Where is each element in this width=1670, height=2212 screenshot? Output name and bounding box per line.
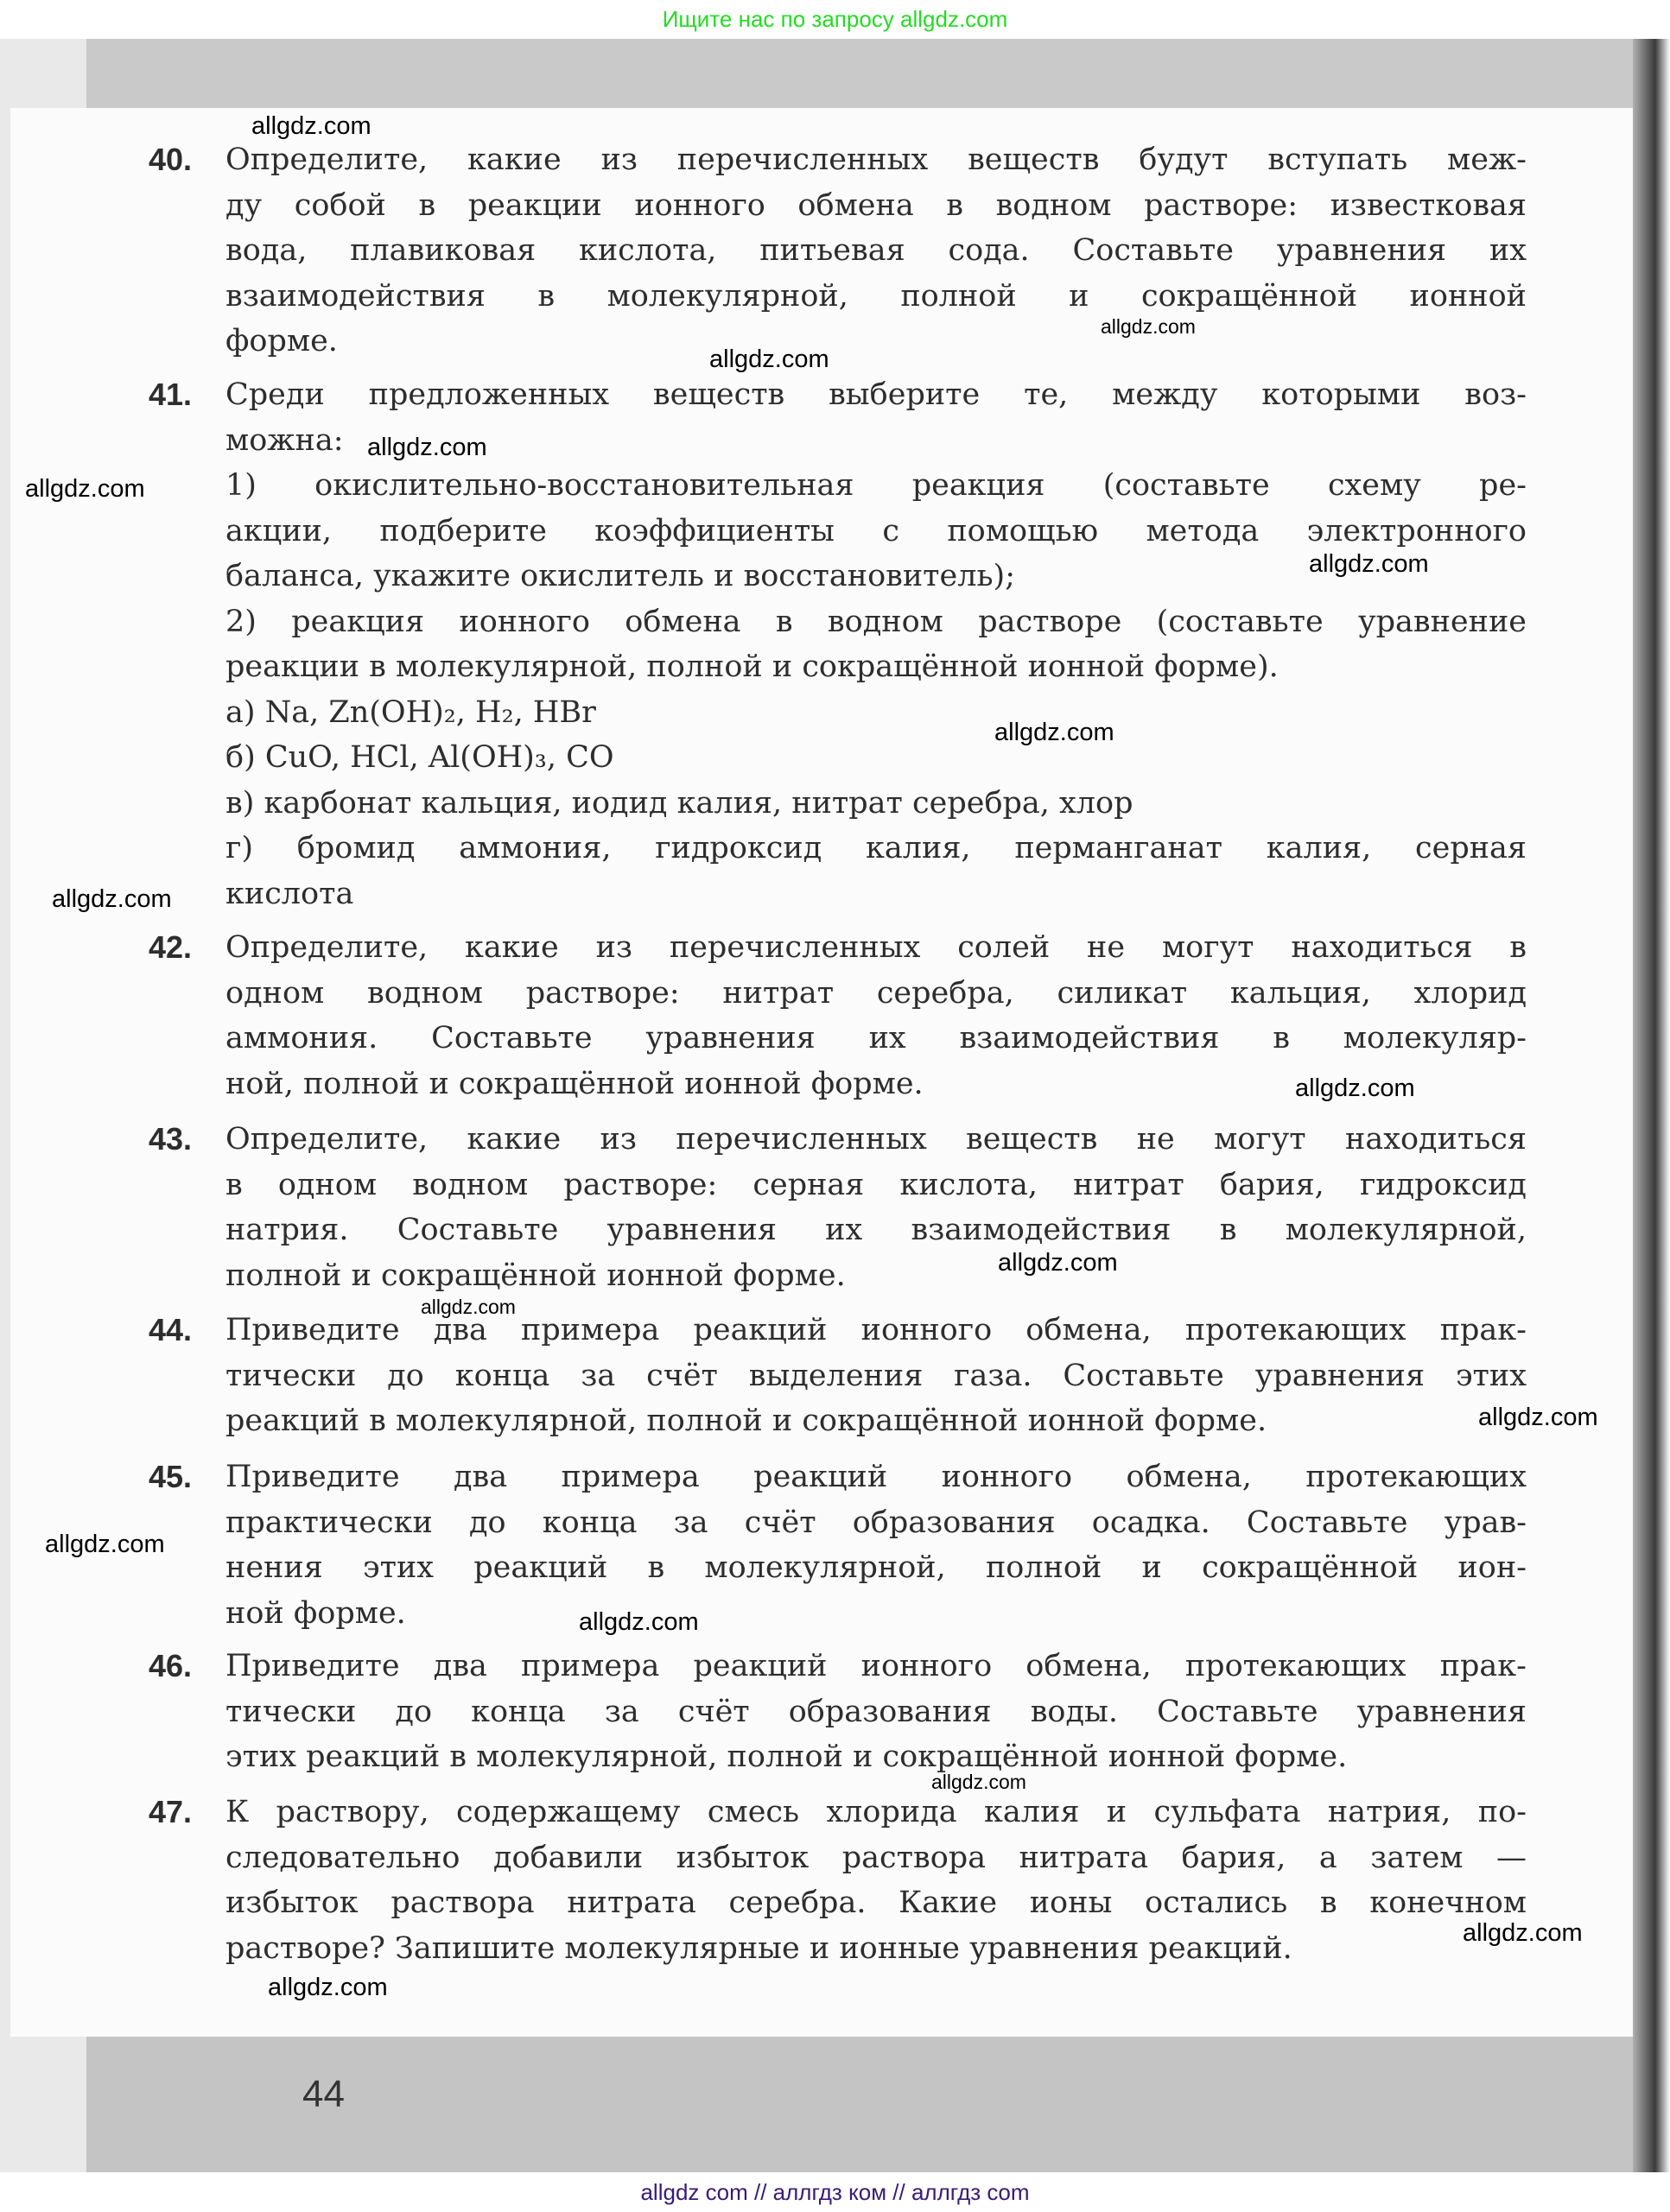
- watermark: allgdz.com: [367, 434, 487, 461]
- watermark: allgdz.com: [579, 1608, 699, 1636]
- watermark: allgdz.com: [1309, 550, 1429, 578]
- task-text-line: кислота: [225, 876, 354, 911]
- task-text-line: аммония. Составьте уравнения их взаимодействия в молекуляр-: [225, 1021, 1527, 1055]
- watermark: allgdz.com: [931, 1771, 1026, 1793]
- task-text-line: ду собой в реакции ионного обмена в водном растворе: известковая: [225, 187, 1527, 223]
- task-text-line: полной и сокращённой ионной форме.: [225, 1258, 846, 1293]
- task-text-line: форме.: [225, 324, 338, 358]
- task-text-line: этих реакций в молекулярной, полной и сокращённой ионной форме.: [225, 1740, 1348, 1774]
- task-text-line: а) Na, Zn(OH)₂, H₂, HBr: [225, 694, 596, 730]
- watermark: allgdz.com: [45, 1531, 165, 1558]
- task-text-line: в) карбонат кальция, иодид калия, нитрат серебра, хлор: [225, 785, 1133, 821]
- task-text-line: практически до конца за счёт образования осадка. Составьте урав-: [225, 1505, 1527, 1540]
- watermark: allgdz.com: [1101, 315, 1196, 338]
- bottom-banner: [0, 2172, 1670, 2212]
- task-text-line: можна:: [225, 422, 344, 458]
- bottom-banner-text[interactable]: allgdz com // аллгдз ком // аллгдз com: [640, 2179, 1030, 2205]
- watermark: allgdz.com: [251, 112, 371, 140]
- watermark: allgdz.com: [1478, 1404, 1598, 1431]
- task-text-line: ной, полной и сокращённой ионной форме.: [225, 1066, 924, 1101]
- task-text-line: Приведите два примера реакций ионного обмена, протекающих прак-: [225, 1313, 1527, 1347]
- watermark: allgdz.com: [25, 475, 145, 503]
- task-text-line: в одном водном растворе: серная кислота, нитрат бария, гидроксид: [225, 1167, 1527, 1202]
- top-banner: [0, 0, 1670, 39]
- task-text-line: следовательно добавили избыток раствора нитрата бария, а затем —: [225, 1840, 1527, 1875]
- watermark: allgdz.com: [998, 1249, 1118, 1277]
- task-text-line: тически до конца за счёт образования воды. Составьте уравнения: [225, 1694, 1527, 1729]
- task-number: 46.: [149, 1648, 193, 1683]
- task-text-line: Среди предложенных веществ выберите те, между которыми воз-: [225, 377, 1527, 412]
- task-text-line: вода, плавиковая кислота, питьевая сода. Составьте уравнения их: [225, 233, 1527, 268]
- task-number: 42.: [149, 929, 193, 965]
- task-text-line: реакций в молекулярной, полной и сокращённой ионной форме.: [225, 1404, 1267, 1438]
- task-number: 44.: [149, 1312, 193, 1347]
- task-text-line: баланса, укажите окислитель и восстановитель);: [225, 559, 1015, 593]
- task-text-line: нения этих реакций в молекулярной, полной и сокращённой ион-: [225, 1550, 1527, 1585]
- task-text-line: Определите, какие из перечисленных веществ будут вступать меж-: [225, 143, 1527, 177]
- task-text-line: Определите, какие из перечисленных солей не могут находиться в: [225, 930, 1527, 965]
- task-number: 45.: [149, 1459, 193, 1494]
- task-text-line: акции, подберите коэффициенты с помощью метода электронного: [225, 513, 1527, 548]
- task-text-line: одном водном растворе: нитрат серебра, силикат кальция, хлорид: [225, 975, 1527, 1011]
- task-text-line: избыток раствора нитрата серебра. Какие ионы остались в конечном: [225, 1886, 1527, 1920]
- task-text-line: натрия. Составьте уравнения их взаимодействия в молекулярной,: [225, 1213, 1527, 1247]
- task-number: 41.: [149, 377, 193, 412]
- task-text-line: Приведите два примера реакций ионного обмена, протекающих прак-: [225, 1649, 1527, 1683]
- watermark: allgdz.com: [709, 345, 829, 373]
- task-text-line: взаимодействия в молекулярной, полной и сокращённой ионной: [225, 278, 1527, 314]
- watermark: allgdz.com: [994, 719, 1114, 746]
- watermark: allgdz.com: [1295, 1074, 1415, 1102]
- watermark: allgdz.com: [421, 1296, 516, 1318]
- task-text-line: тически до конца за счёт выделения газа. Составьте уравнения этих: [225, 1358, 1527, 1393]
- task-text-line: б) CuO, HCl, Al(OH)₃, CO: [225, 740, 614, 775]
- top-banner-text[interactable]: Ищите нас по запросу allgdz.com: [662, 6, 1008, 32]
- task-text-line: ной форме.: [225, 1595, 406, 1631]
- page-top-band: [86, 39, 1633, 108]
- task-text-line: Приведите два примера реакций ионного обмена, протекающих: [225, 1460, 1527, 1494]
- task-text-line: реакции в молекулярной, полной и сокращённой ионной форме).: [225, 650, 1279, 684]
- watermark: allgdz.com: [1463, 1919, 1583, 1947]
- task-number: 40.: [149, 142, 193, 177]
- watermark: allgdz.com: [52, 885, 172, 913]
- task-number: 47.: [149, 1794, 193, 1829]
- task-text-line: г) бромид аммония, гидроксид калия, перманганат калия, серная: [225, 831, 1527, 865]
- task-text-line: 2) реакция ионного обмена в водном растворе (составьте уравнение: [225, 604, 1527, 639]
- task-text-line: 1) окислительно-восстановительная реакция (составьте схему ре-: [225, 468, 1527, 503]
- task-text-line: К раствору, содержащему смесь хлорида калия и сульфата натрия, по-: [225, 1795, 1527, 1829]
- task-number: 43.: [149, 1121, 193, 1157]
- watermark: allgdz.com: [268, 1974, 388, 2001]
- page-number: 44: [302, 2073, 345, 2115]
- task-text-line: растворе? Запишите молекулярные и ионные уравнения реакций.: [225, 1930, 1292, 1966]
- book-spine-shadow: [1633, 39, 1670, 2172]
- task-text-line: Определите, какие из перечисленных веществ не могут находиться: [225, 1122, 1527, 1157]
